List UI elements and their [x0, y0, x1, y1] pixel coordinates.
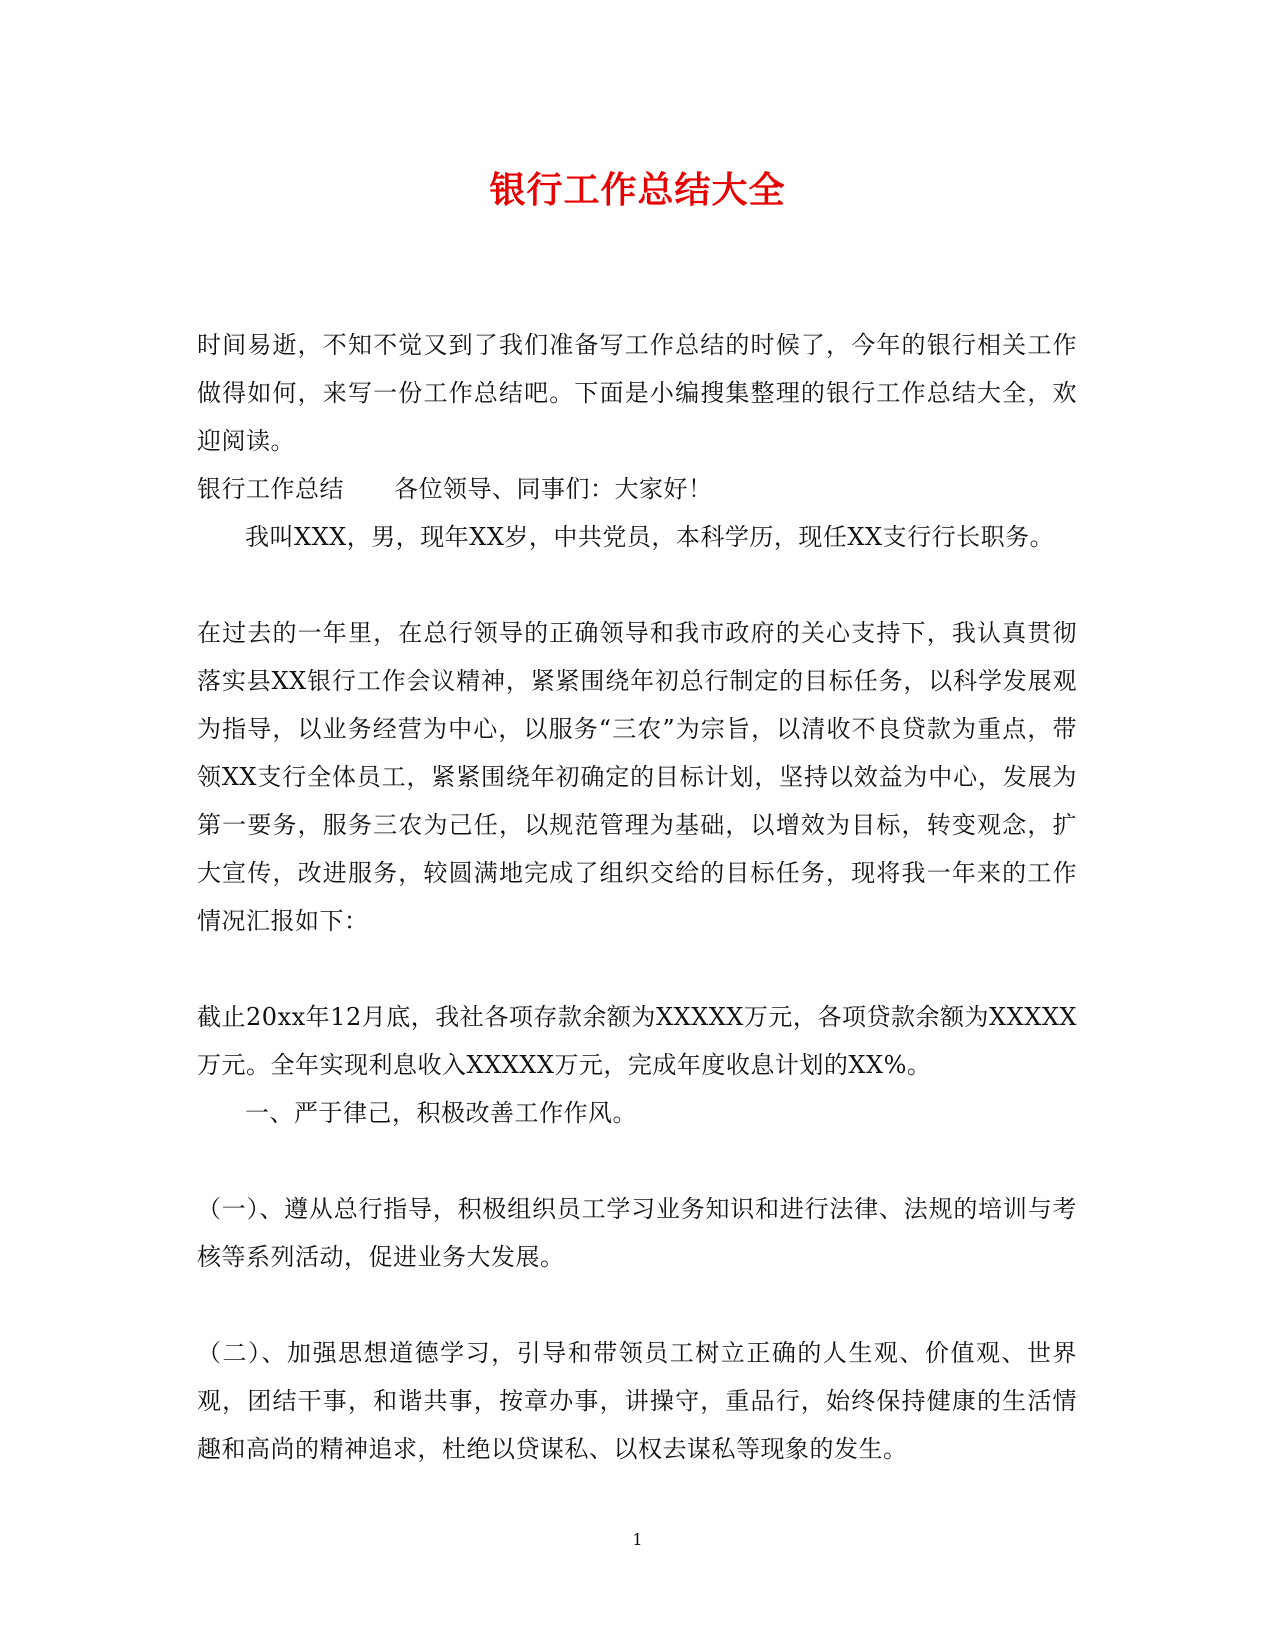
figures-paragraph: 截止20xx年12月底，我社各项存款余额为XXXXX万元，各项贷款余额为XXXXX万元。全年实现利息收入XXXXX万元，完成年度收息计划的XX%。 — [197, 1003, 1077, 1079]
self-intro-paragraph: 我叫XXX，男，现年XX岁，中共党员，本科学历，现任XX支行行长职务。 — [245, 523, 1055, 551]
document-body — [197, 321, 1077, 1473]
heading-left: 银行工作总结 — [197, 475, 344, 503]
document-title: 银行工作总结大全 — [489, 169, 786, 211]
section-one-heading: 一、严于律己，积极改善工作作风。 — [245, 1099, 637, 1127]
heading-line — [197, 465, 1077, 513]
page-number: 1 — [632, 1530, 643, 1549]
item-one-paragraph: （一）、遵从总行指导，积极组织员工学习业务知识和进行法律、法规的培训与考核等系列活动，促进业务大发展。 — [197, 1195, 1077, 1271]
intro-paragraph: 时间易逝，不知不觉又到了我们准备写工作总结的时候了，今年的银行相关工作做得如何，来写一份工作总结吧。下面是小编搜集整理的银行工作总结大全，欢迎阅读。 — [197, 331, 1077, 455]
past-year-paragraph: 在过去的一年里，在总行领导的正确领导和我市政府的关心支持下，我认真贯彻落实县XX银行工作会议精神，紧紧围绕年初总行制定的目标任务，以科学发展观为指导，以业务经营为中心，以服务“三农”为宗旨，以清收不良贷款为重点，带领XX支行全体员工，紧紧围绕年初确定的目标计划，坚持以效益为中心，发展为第一要务，服务三农为己任，以规范管理为基础，以增效为目标，转变观念，扩大宣传，改进服务，较圆满地完成了组织交给的目标任务，现将我一年来的工作情况汇报如下： — [197, 619, 1077, 935]
greeting: 各位领导、同事们：大家好！ — [394, 475, 713, 503]
item-two-paragraph: （二）、加强思想道德学习，引导和带领员工树立正确的人生观、价值观、世界观，团结干事，和谐共事，按章办事，讲操守，重品行，始终保持健康的生活情趣和高尚的精神追求，杜绝以贷谋私、以权去谋私等现象的发生。 — [197, 1339, 1077, 1463]
